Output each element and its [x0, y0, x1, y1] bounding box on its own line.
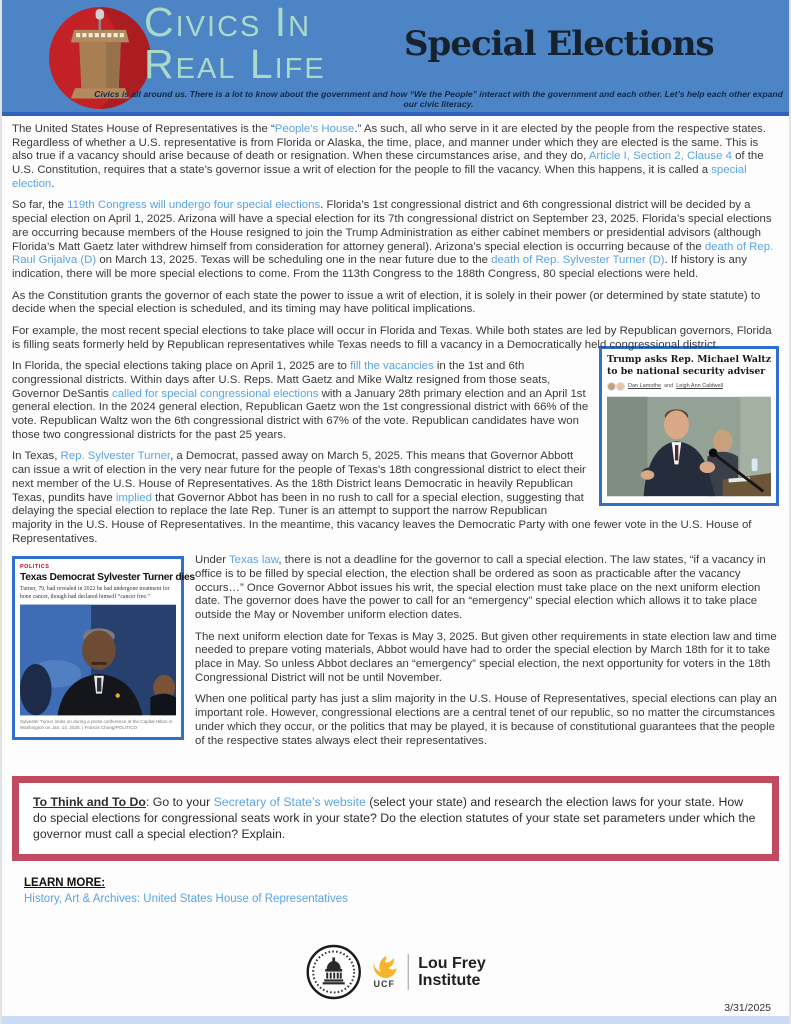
inline-link[interactable]: death of Rep. Sylvester Turner (D)	[491, 254, 665, 267]
text-run: , a Democrat, passed away on March 5, 2025. This means that Governor Abbott can issue a writ of election in the very near future for the people of Texas’s 18th congressional district to elect their next member of the U.S. House of Representatives. As the 18th District leans Democratic in heavily Republican Texas, pundits have	[12, 450, 586, 504]
text-run: The United States House of Representatives is the “	[12, 123, 275, 135]
turner-subhead: Turner, 79, had revealed in 2022 he had undergone treatment for bone cancer, though had declared himself “cancer free.”	[20, 586, 170, 600]
inline-link[interactable]: special election	[12, 164, 747, 190]
author-link[interactable]: Dan Lamothe	[628, 382, 662, 389]
lou-frey-institute-wordmark	[418, 955, 486, 990]
text-run: of the U.S. Constitution, requires that a state’s governor issue a writ of election for the people to fill the vacancy. When this happens, it is called a	[12, 150, 764, 177]
text-run: To Think and To Do	[33, 795, 146, 810]
ucf-pegasus-icon	[371, 955, 397, 981]
bottom-accent-strip	[2, 1016, 789, 1024]
learn-more-heading: LEARN MORE:	[24, 877, 106, 890]
text-run: For example, the most recent special elections to take place will occur in Florida and Texas. While both states are led by Republican governors, Florida is filling seats formerly held by Republican representatives while Texas needs to fill a vacancy in a Democratically held congressional district.	[12, 324, 772, 351]
turner-kicker: POLITICS	[20, 564, 50, 571]
turner-headline: Texas Democrat Sylvester Turner dies	[20, 571, 195, 583]
footer	[2, 944, 789, 1016]
text-run: When one political party has just a slim majority in the U.S. House of Representatives, special elections can play an important role. However, congressional elections are a central tenet of our republic, so no matter the circumstances under which they occur, or the politics that may be played, it is because of constitutional guarantees that the people of the respective states always elect their representatives.	[195, 693, 777, 747]
brand-wordmark	[144, 2, 326, 86]
paragraph	[12, 199, 779, 281]
news-card-turner[interactable]	[12, 556, 195, 739]
text-run: : Go to your	[145, 795, 214, 810]
institute-line-2: Institute	[418, 972, 481, 989]
text-run: with a January 28th primary election and an April 1st general election. In the 2024 general election, Republican Gaetz won the 1st congressional district with 66% of the vote. Republican Waltz won the 6th congressional district with 67% of the vote. Republican candidates have won those two congressional districts for the past 25 years.	[12, 387, 589, 441]
text-run: on March 13, 2025. Texas will be scheduling one in the near future due to the	[96, 254, 492, 267]
turner-caption: Sylvester Turner looks on during a press conference at the Capital Hilton in Washington on Jan. 14, 2025. | Francis Chung/POLITICO	[20, 719, 173, 731]
text-run: (select your state) and research the election laws for your state. How do special elections for congressional seats work in your state? Do the election statutes of your state set parameters under which the governor must call a special election? Explain.	[33, 795, 756, 841]
text-run: in the 1st and 6th congressional districts. Within days after U.S. Reps. Matt Gaetz and Mike Waltz resigned from those seats, Governor DeSantis	[12, 360, 551, 400]
inline-link[interactable]: death of Rep. Raul Grijalva (D)	[12, 240, 774, 267]
header-banner	[2, 0, 789, 112]
brand-line-2: Real Life	[144, 40, 326, 87]
text-run: In Florida, the special elections taking place on April 1, 2025 are to	[12, 360, 351, 373]
inline-link[interactable]: Article I, Section 2, Clause 4	[588, 150, 732, 163]
text-run: . Florida’s 1st congressional district and 6th congressional district will be decided by a special election on April 1, 2025. Arizona will have a special election for its 7th congressional district on September 23, 2025. Florida’s special elections are occurring because members of the House resigned to join the Trump Administration as either cabinet members or presidential advisors (although Florida’s Matt Gaetz later withdrew himself from consideration for attorney general). Arizona’s special election is occurring because of the	[12, 199, 772, 253]
inline-link[interactable]: Texas law	[228, 554, 279, 567]
footer-logos	[305, 944, 486, 1000]
waltz-byline	[607, 382, 771, 391]
text-run: , there is not a deadline for the governor to call a special election. The law states, “if a vacancy in office is to be filled by special election, the election shall be ordered as soon as practicable after the vacancy occurs…” Once Governor Abbot issues his writ, the special election must take place on the next uniform election date. The governor does have the power to call for an “emergency” special election which allows it to take place outside the May or November uniform election dates.	[195, 554, 766, 621]
inline-link[interactable]: Rep. Sylvester Turner	[60, 450, 171, 463]
citizenship-seal-icon	[305, 944, 361, 1000]
learn-more-section	[24, 877, 779, 907]
author-link[interactable]: Leigh Ann Caldwell	[676, 382, 724, 389]
author-avatar	[616, 382, 625, 391]
article-body	[2, 116, 789, 748]
paragraph	[12, 290, 779, 317]
header-tagline: Civics is all around us. There is a lot to know about the government and how “We the People” interact with the government and each other. Let’s help each other expand our civic literacy.	[94, 89, 783, 109]
news-card-waltz[interactable]	[599, 346, 779, 505]
inline-link[interactable]: fill the vacancies	[350, 360, 434, 373]
text-run: that Governor Abbot has been in no rush to call for a special election, suggesting that delaying the special election to replace the late Rep. Tuner is an attempt to support the narrow Republican majority in the U.S. House of Representatives. In the meantime, this vacancy leaves the Democratic Party with one fewer vote in the U.S. House of Representatives.	[12, 491, 752, 545]
turner-photo	[20, 604, 176, 716]
learn-more-link[interactable]: History, Art & Archives: United States House of Representatives	[24, 893, 348, 906]
waltz-headline: Trump asks Rep. Michael Waltz to be national security adviser	[607, 354, 771, 377]
to-think-and-do-box	[12, 776, 779, 861]
text-run: The next uniform election date for Texas is May 3, 2025. But given other requirements in state election law and time needed to prepare voting materials, Abbot would have had to order the special election by March 18th for it to take place in May. So unless Abbot declares an “emergency” special election, the next opportunity for voters in the 18th Congressional District will not be until November.	[195, 630, 777, 684]
text-run: .” As such, all who serve in it are elected by the people from the respective states. Regardless of whether a U.S. representative is from Florida or Alaska, the time, place, and manner under which they are elected is the same. This is also true if a vacancy should arise because of death or resignation. When these circumstances arise, and they do,	[12, 123, 766, 163]
paragraph	[12, 123, 779, 191]
text-run: As the Constitution grants the governor of each state the power to issue a writ of election, it is solely in their power (or determined by state statute) to decide when the special election is scheduled, and its timing may have political implications.	[12, 289, 761, 316]
page-title: Special Elections	[404, 24, 714, 64]
byline-conjunction: and	[664, 382, 674, 389]
text-run: . If history is any indication, there will be more special elections to come. From the 113th Congress to the 188th Congress, 80 special elections were held.	[12, 254, 747, 280]
text-run: .	[51, 177, 55, 190]
brand-line-1: Civics In	[144, 0, 312, 45]
ucf-logo	[371, 955, 397, 989]
text-run: So far, the	[12, 199, 68, 212]
inline-link[interactable]: People’s House	[274, 123, 355, 135]
logo-divider	[407, 954, 408, 990]
ucf-label: UCF	[373, 979, 395, 989]
text-run: In Texas,	[12, 450, 61, 463]
paragraph	[12, 325, 779, 352]
inline-link[interactable]: called for special congressional elections	[112, 387, 319, 400]
issue-date: 3/31/2025	[724, 1002, 771, 1014]
author-avatar	[607, 382, 616, 391]
think-box-text	[33, 795, 758, 842]
institute-line-1: Lou Frey	[418, 954, 486, 972]
inline-link[interactable]: 119th Congress will undergo four special elections	[67, 199, 321, 212]
text-run: Under	[195, 554, 229, 567]
waltz-photo	[607, 395, 771, 498]
inline-link[interactable]: implied	[115, 491, 152, 504]
inline-link[interactable]: Secretary of State’s website	[213, 795, 366, 810]
